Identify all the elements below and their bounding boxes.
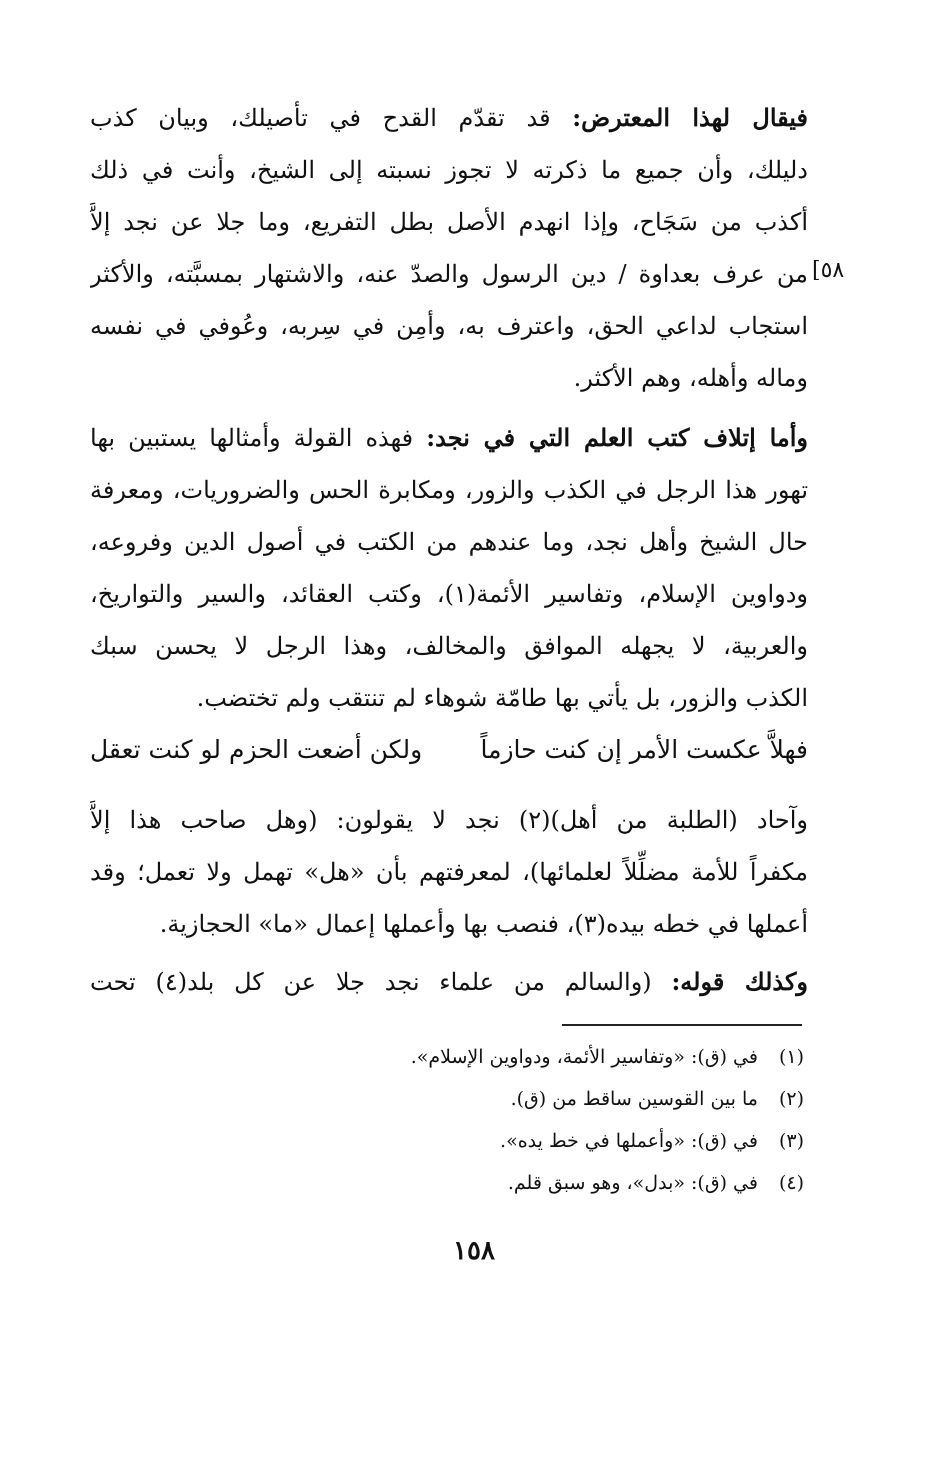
- footnote-number: (١): [778, 1046, 804, 1068]
- paragraph-likewise: [90, 956, 808, 1008]
- footnote: [300, 1036, 804, 1078]
- text-line: الكذب والزور، بل يأتي بها طامّة شوهاء لم تنتقب ولم تختضب.: [196, 684, 808, 712]
- text-line: مكفراً للأمة مضلِّلاً لعلمائها)، لمعرفتهم بأن «هل» تهمل ولا تعمل؛ وقد: [90, 858, 808, 886]
- text-line: وماله وأهله، وهم الأكثر.: [573, 364, 808, 392]
- text-line: ودواوين الإسلام، وتفاسير الأئمة(١)، وكتب العقائد، والسير والتواريخ،: [90, 580, 808, 608]
- text-line: وأما إتلاف كتب العلم التي في نجد: فهذه القولة وأمثالها يستبين بها: [90, 423, 808, 452]
- footnote: [300, 1078, 804, 1120]
- paragraph-lead: وكذلك قوله:: [671, 967, 808, 996]
- margin-page-reference: [٥٨: [812, 258, 845, 283]
- text-line: دليلك، وأن جميع ما ذكرته لا تجوز نسبته إلى الشيخ، وأنت في ذلك: [90, 156, 808, 184]
- text-line: تهور هذا الرجل في الكذب والزور، ومكابرة الحس والضروريات، ومعرفة: [90, 476, 808, 504]
- footnote-number: (٢): [778, 1088, 804, 1110]
- footnote-text: ما بين القوسين ساقط من (ق).: [510, 1088, 758, 1110]
- footnote-text: في (ق): «وأعملها في خط يده».: [500, 1130, 758, 1152]
- footnote-text: في (ق): «بدل»، وهو سبق قلم.: [507, 1172, 758, 1194]
- paragraph-lead: وأما إتلاف كتب العلم التي في نجد:: [426, 423, 808, 452]
- text-line: أكذب من سَجَاح، وإذا انهدم الأصل بطل التفريع، وما جلا عن نجد إلاَّ: [90, 208, 808, 236]
- page-number: ١٥٨: [453, 1236, 495, 1266]
- text-line: وآحاد (الطلبة من أهل)(٢) نجد لا يقولون: (وهل صاحب هذا إلاَّ: [90, 806, 808, 834]
- verse-first-hemistich: فهلاَّ عكست الأمر إن كنت حازماً: [480, 735, 808, 764]
- text-line: فيقال لهذا المعترض: قد تقدّم القدح في تأصيلك، وبيان كذب: [90, 103, 808, 132]
- paragraph-objector-response: [90, 92, 808, 404]
- footnote-text: في (ق): «وتفاسير الأئمة، ودواوين الإسلام».: [410, 1046, 758, 1068]
- footnotes: [300, 1036, 804, 1204]
- text-line: حال الشيخ وأهل نجد، وما عندهم من الكتب في أصول الدين وفروعه،: [90, 528, 808, 556]
- text-line: وكذلك قوله: (والسالم من علماء نجد جلا عن كل بلد(٤) تحت: [90, 967, 808, 996]
- text-line: استجاب لداعي الحق، واعترف به، وأمِن في سِربه، وعُوفي في نفسه: [90, 312, 808, 340]
- verse-second-hemistich: ولكن أضعت الحزم لو كنت تعقل: [90, 735, 423, 764]
- paragraph-students: [90, 794, 808, 950]
- text-line: والعربية، لا يجهله الموافق والمخالف، وهذا الرجل لا يحسن سبك: [90, 632, 808, 660]
- footnote-number: (٤): [778, 1172, 804, 1194]
- text-line: أعملها في خطه بيده(٣)، فنصب بها وأعملها إعمال «ما» الحجازية.: [159, 910, 808, 938]
- poetry-verse: [90, 728, 808, 772]
- paragraph-lead: فيقال لهذا المعترض:: [572, 103, 808, 132]
- footnote-separator: [562, 1024, 802, 1026]
- text-line: من عرف بعداوة / دين الرسول والصدّ عنه، والاشتهار بمسبَّته، والأكثر: [90, 260, 808, 288]
- footnote: [300, 1120, 804, 1162]
- footnote: [300, 1162, 804, 1204]
- paragraph-books-destruction: [90, 412, 808, 724]
- footnote-number: (٣): [778, 1130, 804, 1152]
